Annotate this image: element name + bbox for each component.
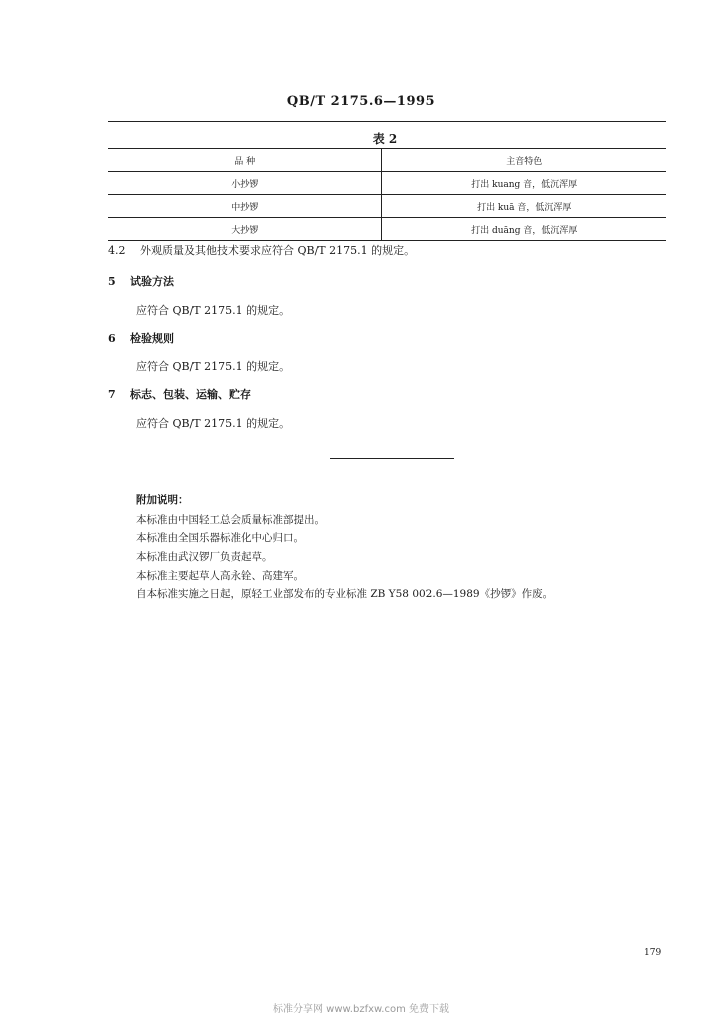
- section-title: 检验规则: [130, 332, 174, 345]
- table-header-tone: 主音特色: [382, 149, 666, 172]
- section-number: 5: [108, 275, 116, 288]
- section-number: 7: [108, 388, 116, 401]
- table-cell-tone: 打出 kuang 音，低沉浑厚: [382, 172, 666, 195]
- spec-table: [108, 148, 666, 241]
- section-6-body: 应符合 QB/T 2175.1 的规定。: [136, 360, 291, 373]
- section-7-body: 应符合 QB/T 2175.1 的规定。: [136, 417, 291, 430]
- table-row: [108, 172, 666, 195]
- section-title: 试验方法: [130, 275, 174, 288]
- table-row: [108, 218, 666, 241]
- table-header-variety: 品 种: [108, 149, 382, 172]
- section-5-body: 应符合 QB/T 2175.1 的规定。: [136, 304, 291, 317]
- standard-code-header: QB/T 2175.6—1995: [286, 94, 436, 109]
- section-5-heading: [108, 273, 174, 289]
- table-title: 表 2: [372, 132, 398, 146]
- section-text: 外观质量及其他技术要求应符合 QB/T 2175.1 的规定。: [140, 244, 416, 257]
- section-6-heading: [108, 330, 174, 346]
- note-line: 本标准主要起草人高永铨、高建军。: [136, 570, 304, 582]
- table-row: [108, 195, 666, 218]
- table-cell-variety: 大抄锣: [108, 218, 382, 241]
- section-number: 4.2: [108, 244, 126, 257]
- header-rule: [108, 121, 666, 122]
- note-line: 本标准由中国轻工总会质量标准部提出。: [136, 514, 325, 526]
- table-header-row: [108, 149, 666, 172]
- note-line: 本标准由武汉锣厂负责起草。: [136, 551, 273, 563]
- watermark: 标准分享网 www.bzfxw.com 免费下载: [273, 1004, 449, 1015]
- table-cell-variety: 小抄锣: [108, 172, 382, 195]
- note-line: 本标准由全国乐器标准化中心归口。: [136, 532, 304, 544]
- section-separator: [330, 458, 454, 459]
- section-7-heading: [108, 386, 251, 402]
- page-number: 179: [644, 948, 662, 958]
- section-number: 6: [108, 332, 116, 345]
- section-title: 标志、包装、运输、贮存: [130, 388, 251, 401]
- notes-title: 附加说明：: [136, 494, 189, 506]
- table-cell-variety: 中抄锣: [108, 195, 382, 218]
- table-cell-tone: 打出 kuā 音，低沉浑厚: [382, 195, 666, 218]
- table-cell-tone: 打出 duāng 音，低沉浑厚: [382, 218, 666, 241]
- section-4-2: [108, 242, 415, 258]
- note-line: 自本标准实施之日起，原轻工业部发布的专业标准 ZB Y58 002.6—1989《抄锣》作废。: [136, 588, 554, 600]
